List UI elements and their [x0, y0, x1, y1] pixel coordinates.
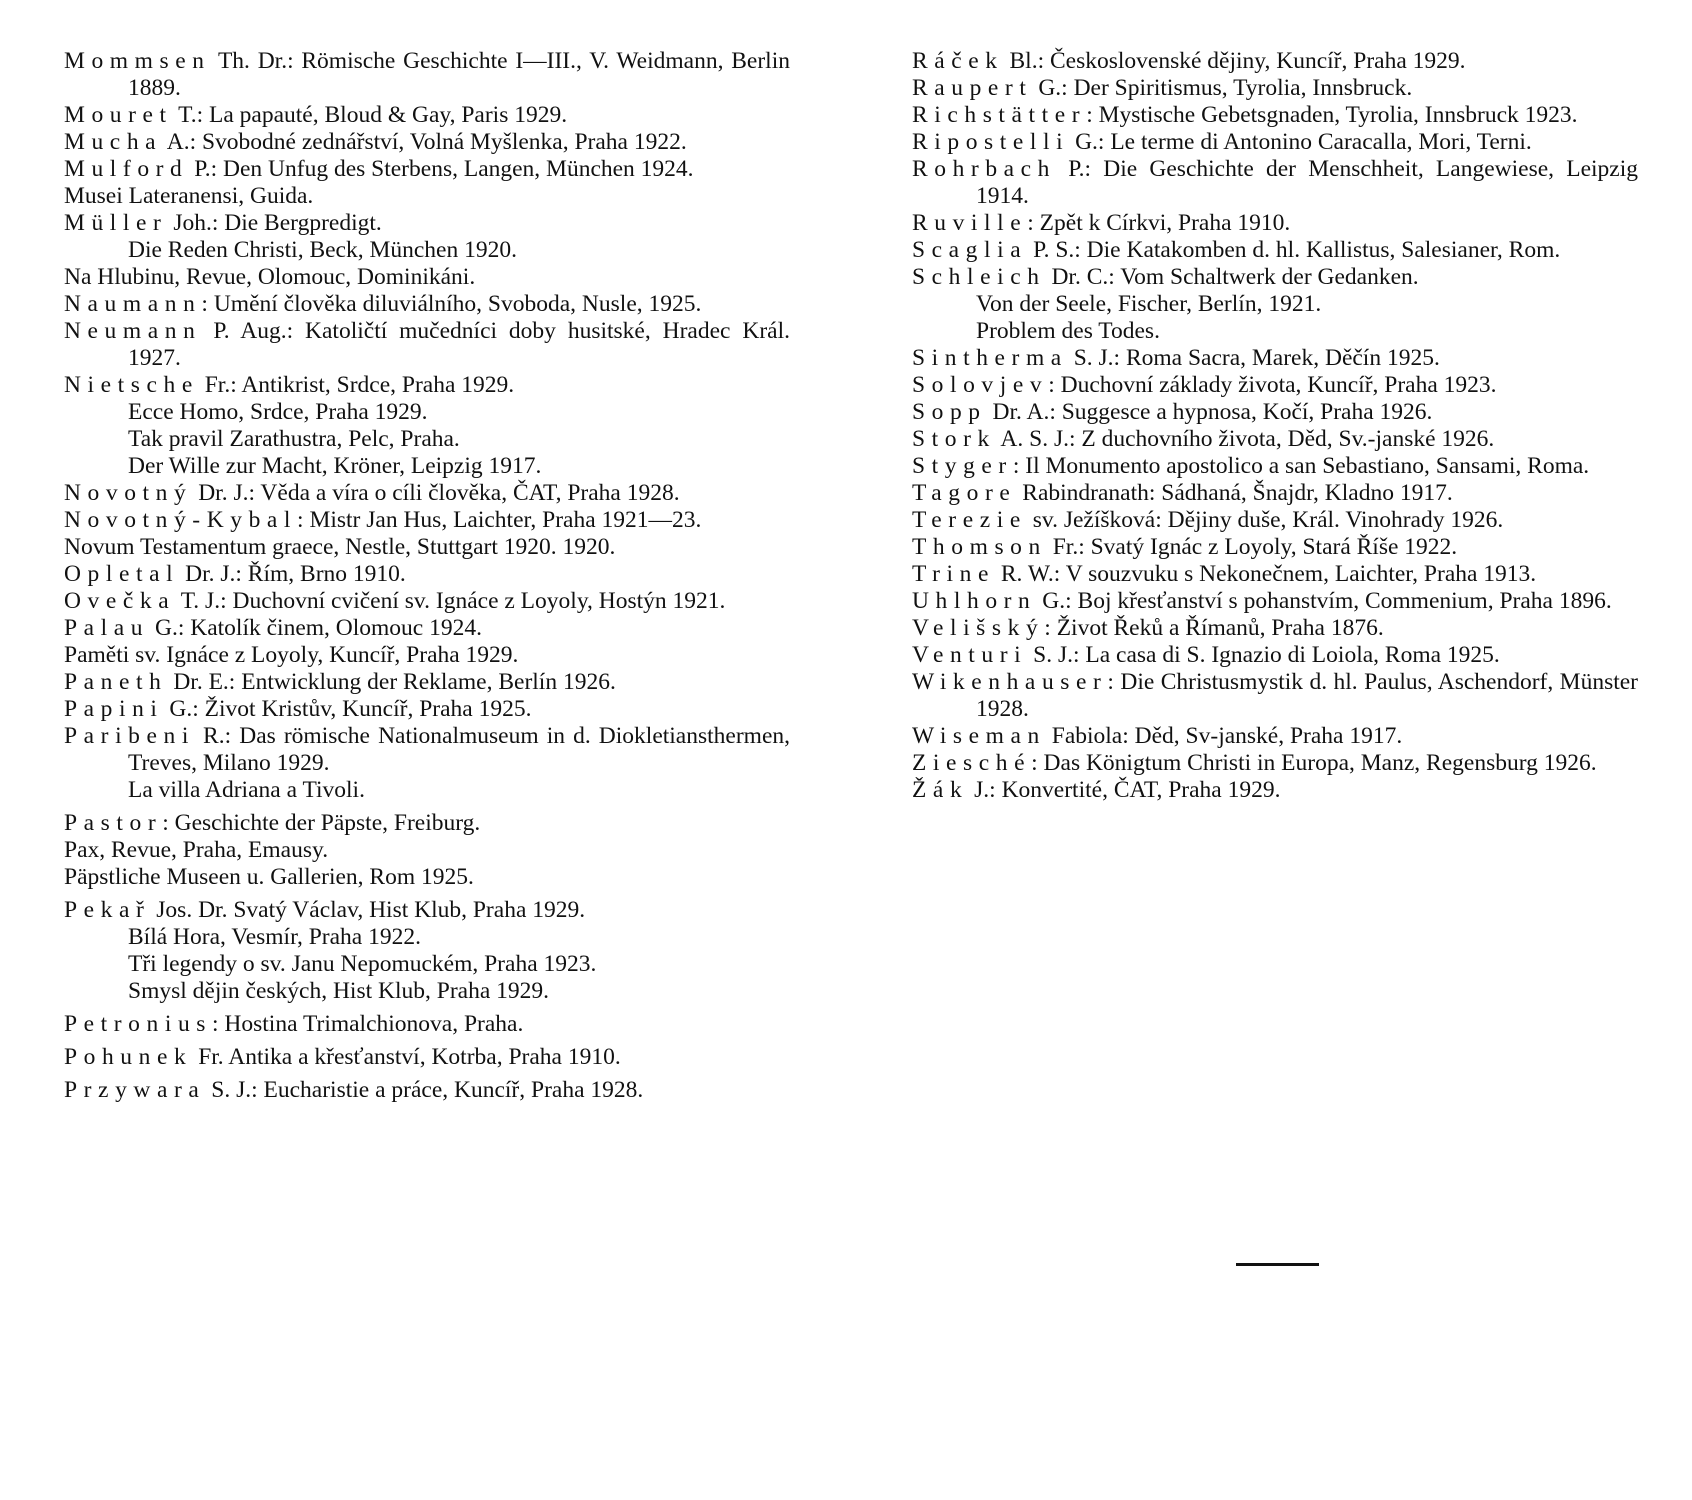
- entry-text: Jos. Dr. Svatý Václav, Hist Klub, Praha 1929.: [150, 897, 586, 923]
- bibliography-entry: [64, 723, 790, 804]
- entry-text: : Die Christusmystik d. hl. Paulus, Aschendorf, Münster 1928.: [976, 669, 1638, 722]
- entry-author: Ruville: [912, 210, 1028, 236]
- bibliography-entry: [64, 156, 790, 183]
- entry-author: Mulford: [64, 156, 189, 182]
- bibliography-entry: [912, 588, 1638, 615]
- entry-text: Dr. E.: Entwicklung der Reklame, Berlín 1926.: [167, 669, 616, 695]
- entry-text: P.: Die Geschichte der Menschheit, Langewiese, Leipzig 1914.: [976, 156, 1638, 209]
- bibliography-entry: [912, 615, 1638, 642]
- entry-author: Paribeni: [64, 723, 195, 749]
- entry-author: Palau: [64, 615, 150, 641]
- entry-text: Fr.: Antikrist, Srdce, Praha 1929.: [198, 372, 515, 398]
- entry-author: Neumann: [64, 318, 202, 344]
- entry-text: Dr. J.: Řím, Brno 1910.: [179, 561, 406, 587]
- bibliography-entry: [912, 399, 1638, 426]
- bibliography-entry: [912, 669, 1638, 723]
- bibliography-entry: [912, 156, 1638, 210]
- entry-text: : Hostina Trimalchionova, Praha.: [212, 1011, 524, 1037]
- entry-author: Petronius: [64, 1011, 212, 1037]
- entry-author: Pohunek: [64, 1044, 193, 1070]
- entry-author: Nietsche: [64, 372, 199, 398]
- bibliography-entry: [912, 480, 1638, 507]
- entry-text: Novum Testamentum graece, Nestle, Stuttgart 1920. 1920.: [64, 534, 616, 560]
- entry-author: Sintherma: [912, 345, 1068, 371]
- entry-text: sv. Ježíšková: Dějiny duše, Král. Vinohrady 1926.: [1026, 507, 1504, 533]
- entry-subtitle: Tři legendy o sv. Janu Nepomuckém, Praha 1923.: [128, 951, 597, 977]
- entry-text: Joh.: Die Bergpredigt.: [167, 210, 382, 236]
- entry-author: Trine: [912, 561, 995, 587]
- bibliography-entry: [64, 696, 790, 723]
- entry-text: : Geschichte der Päpste, Freiburg.: [162, 810, 481, 836]
- entry-text: Dr. J.: Věda a víra o cíli člověka, ČAT, Praha 1928.: [192, 480, 680, 506]
- entry-text: Pax, Revue, Praha, Emausy.: [64, 837, 329, 863]
- bibliography-entry: [912, 534, 1638, 561]
- entry-author: Ripostelli: [912, 129, 1070, 155]
- entry-text: P.: Den Unfug des Sterbens, Langen, München 1924.: [188, 156, 694, 182]
- entry-subtitle: Ecce Homo, Srdce, Praha 1929.: [128, 399, 428, 425]
- entry-text: Fr.: Svatý Ignác z Loyoly, Stará Říše 1922.: [1046, 534, 1458, 560]
- entry-author: Solovjev: [912, 372, 1049, 398]
- entry-author: Tagore: [912, 480, 1017, 506]
- entry-text: G.: Der Spiritismus, Tyrolia, Innsbruck.: [1032, 75, 1413, 101]
- entry-subtitle: Tak pravil Zarathustra, Pelc, Praha.: [128, 426, 460, 452]
- bibliography-entry: [64, 642, 790, 669]
- bibliography-entry: [64, 669, 790, 696]
- entry-text: Th. Dr.: Römische Geschichte I—III., V. Weidmann, Berlin 1889.: [128, 48, 790, 101]
- entry-text: P. Aug.: Katoličtí mučedníci doby husitské, Hradec Král. 1927.: [128, 318, 790, 371]
- entry-text: : Mystische Gebetsgnaden, Tyrolia, Innsbruck 1923.: [1086, 102, 1578, 128]
- entry-subtitle: La villa Adriana a Tivoli.: [128, 777, 365, 803]
- entry-text: S. J.: La casa di S. Ignazio di Loiola, Roma 1925.: [1027, 642, 1500, 668]
- entry-author: Raupert: [912, 75, 1033, 101]
- entry-author: Terezie: [912, 507, 1027, 533]
- bibliography-entry: [912, 237, 1638, 264]
- entry-text: T. J.: Duchovní cvičení sv. Ignáce z Loyoly, Hostýn 1921.: [175, 588, 726, 614]
- entry-subtitle: Bílá Hora, Vesmír, Praha 1922.: [128, 924, 421, 950]
- bibliography-entry: [64, 318, 790, 372]
- entry-subtitle: Von der Seele, Fischer, Berlín, 1921.: [976, 291, 1322, 317]
- bibliography-entry: [64, 837, 790, 864]
- entry-author: Naumann: [64, 291, 202, 317]
- bibliography-entry: [64, 810, 790, 837]
- bibliography-entry: [912, 453, 1638, 480]
- bibliography-entry: [64, 210, 790, 264]
- entry-author: Stork: [912, 426, 996, 452]
- entry-subtitle: Problem des Todes.: [976, 318, 1160, 344]
- entry-author: Mucha: [64, 129, 163, 155]
- entry-text: P. S.: Die Katakomben d. hl. Kallistus, Salesianer, Rom.: [1027, 237, 1561, 263]
- bibliography-entry: [912, 75, 1638, 102]
- entry-author: Opletal: [64, 561, 180, 587]
- bibliography-entry: [64, 129, 790, 156]
- bibliography-entry: [912, 210, 1638, 237]
- entry-subtitle: Smysl dějin českých, Hist Klub, Praha 1929.: [128, 978, 550, 1004]
- bibliography-entry: [64, 561, 790, 588]
- bibliography-entry: [64, 102, 790, 129]
- entry-author: Papini: [64, 696, 164, 722]
- entry-author: Velišský: [912, 615, 1045, 641]
- entry-text: : Mistr Jan Hus, Laichter, Praha 1921—23.: [297, 507, 702, 533]
- entry-author: Venturi: [912, 642, 1028, 668]
- entry-author: Styger: [912, 453, 1013, 479]
- entry-text: R. W.: V souzvuku s Nekonečnem, Laichter, Praha 1913.: [994, 561, 1537, 587]
- entry-text: A.: Svobodné zednářství, Volná Myšlenka, Praha 1922.: [162, 129, 687, 155]
- bibliography-entry: [64, 372, 790, 480]
- entry-subtitle: Der Wille zur Macht, Kröner, Leipzig 1917.: [128, 453, 542, 479]
- entry-text: Na Hlubinu, Revue, Olomouc, Dominikáni.: [64, 264, 476, 290]
- bibliography-entry: [912, 426, 1638, 453]
- entry-author: Pekař: [64, 897, 151, 923]
- entry-author: Ovečka: [64, 588, 176, 614]
- entry-author: Žák: [912, 777, 969, 803]
- entry-text: G.: Život Kristův, Kuncíř, Praha 1925.: [163, 696, 532, 722]
- entry-author: Pastor: [64, 810, 163, 836]
- entry-author: Mouret: [64, 102, 173, 128]
- bibliography-entry: [912, 48, 1638, 75]
- entry-author: Schleich: [912, 264, 1046, 290]
- entry-author: Wiseman: [912, 723, 1046, 749]
- entry-text: Fabiola: Děd, Sv-janské, Praha 1917.: [1045, 723, 1403, 749]
- entry-author: Rohrbach: [912, 156, 1057, 182]
- entry-text: G.: Boj křesťanství s pohanstvím, Commenium, Praha 1896.: [1036, 588, 1612, 614]
- bibliography-entry: [64, 864, 790, 891]
- bibliography-entry: [64, 588, 790, 615]
- entry-author: Novotný-Kybal: [64, 507, 298, 533]
- bibliography-entry: [912, 102, 1638, 129]
- bibliography-entry: [912, 723, 1638, 750]
- bibliography-entry: [912, 642, 1638, 669]
- entry-author: Müller: [64, 210, 168, 236]
- entry-author: Wikenhauser: [912, 669, 1108, 695]
- entry-author: Ráček: [912, 48, 1004, 74]
- entry-text: S. J.: Eucharistie a práce, Kuncíř, Praha 1928.: [205, 1077, 644, 1103]
- entry-text: Paměti sv. Ignáce z Loyoly, Kuncíř, Praha 1929.: [64, 642, 519, 668]
- entry-author: Uhlhorn: [912, 588, 1037, 614]
- bibliography-entry: [912, 777, 1638, 804]
- bibliography-entry: [64, 507, 790, 534]
- bibliography-entry: [64, 291, 790, 318]
- bibliography-entry: [64, 1077, 790, 1104]
- entry-text: J.: Konvertité, ČAT, Praha 1929.: [968, 777, 1281, 803]
- entry-text: S. J.: Roma Sacra, Marek, Děčín 1925.: [1067, 345, 1440, 371]
- entry-author: Paneth: [64, 669, 168, 695]
- entry-text: G.: Katolík činem, Olomouc 1924.: [149, 615, 482, 641]
- entry-text: : Duchovní základy života, Kuncíř, Praha 1923.: [1048, 372, 1497, 398]
- entry-text: Rabindranath: Sádhaná, Šnajdr, Kladno 1917.: [1016, 480, 1453, 506]
- bibliography-entry: [912, 264, 1638, 345]
- entry-text: : Das Königtum Christi in Europa, Manz, Regensburg 1926.: [1031, 750, 1597, 776]
- bibliography-entry: [64, 183, 790, 210]
- end-rule: [1236, 1263, 1319, 1266]
- entry-author: Mommsen: [64, 48, 211, 74]
- entry-text: A. S. J.: Z duchovního života, Děd, Sv.-janské 1926.: [995, 426, 1495, 452]
- entry-text: : Umění člověka diluviálního, Svoboda, Nusle, 1925.: [201, 291, 702, 317]
- entry-text: : Zpět k Církvi, Praha 1910.: [1027, 210, 1291, 236]
- bibliography-entry: [64, 264, 790, 291]
- entry-author: Thomson: [912, 534, 1047, 560]
- bibliography-column-right: [912, 48, 1638, 804]
- bibliography-entry: [912, 750, 1638, 777]
- bibliography-entry: [64, 534, 790, 561]
- entry-text: Musei Lateranensi, Guida.: [64, 183, 314, 209]
- entry-text: Dr. A.: Suggesce a hypnosa, Kočí, Praha 1926.: [986, 399, 1433, 425]
- entry-author: Scaglia: [912, 237, 1028, 263]
- bibliography-entry: [912, 345, 1638, 372]
- entry-text: Päpstliche Museen u. Gallerien, Rom 1925.: [64, 864, 474, 890]
- entry-author: Sopp: [912, 399, 987, 425]
- entry-text: : Život Řeků a Římanů, Praha 1876.: [1044, 615, 1384, 641]
- bibliography-entry: [64, 1011, 790, 1038]
- bibliography-entry: [64, 897, 790, 1005]
- bibliography-entry: [912, 372, 1638, 399]
- bibliography-entry: [64, 615, 790, 642]
- entry-author: Richstätter: [912, 102, 1087, 128]
- entry-author: Przywara: [64, 1077, 206, 1103]
- bibliography-entry: [64, 480, 790, 507]
- bibliography-column-left: [64, 48, 790, 1104]
- entry-text: R.: Das römische Nationalmuseum in d. Diokletiansthermen, Treves, Milano 1929.: [128, 723, 790, 776]
- entry-text: Dr. C.: Vom Schaltwerk der Gedanken.: [1045, 264, 1419, 290]
- entry-text: Fr. Antika a křesťanství, Kotrba, Praha 1910.: [192, 1044, 621, 1070]
- entry-text: Bl.: Československé dějiny, Kuncíř, Praha 1929.: [1003, 48, 1466, 74]
- bibliography-entry: [912, 129, 1638, 156]
- bibliography-entry: [912, 561, 1638, 588]
- bibliography-entry: [912, 507, 1638, 534]
- entry-text: G.: Le terme di Antonino Caracalla, Mori, Terni.: [1069, 129, 1532, 155]
- entry-text: T.: La papauté, Bloud & Gay, Paris 1929.: [172, 102, 568, 128]
- entry-subtitle: Die Reden Christi, Beck, München 1920.: [128, 237, 517, 263]
- bibliography-entry: [64, 1044, 790, 1071]
- bibliography-entry: [64, 48, 790, 102]
- entry-author: Novotný: [64, 480, 193, 506]
- entry-text: : Il Monumento apostolico a san Sebastiano, Sansami, Roma.: [1012, 453, 1590, 479]
- entry-author: Ziesché: [912, 750, 1032, 776]
